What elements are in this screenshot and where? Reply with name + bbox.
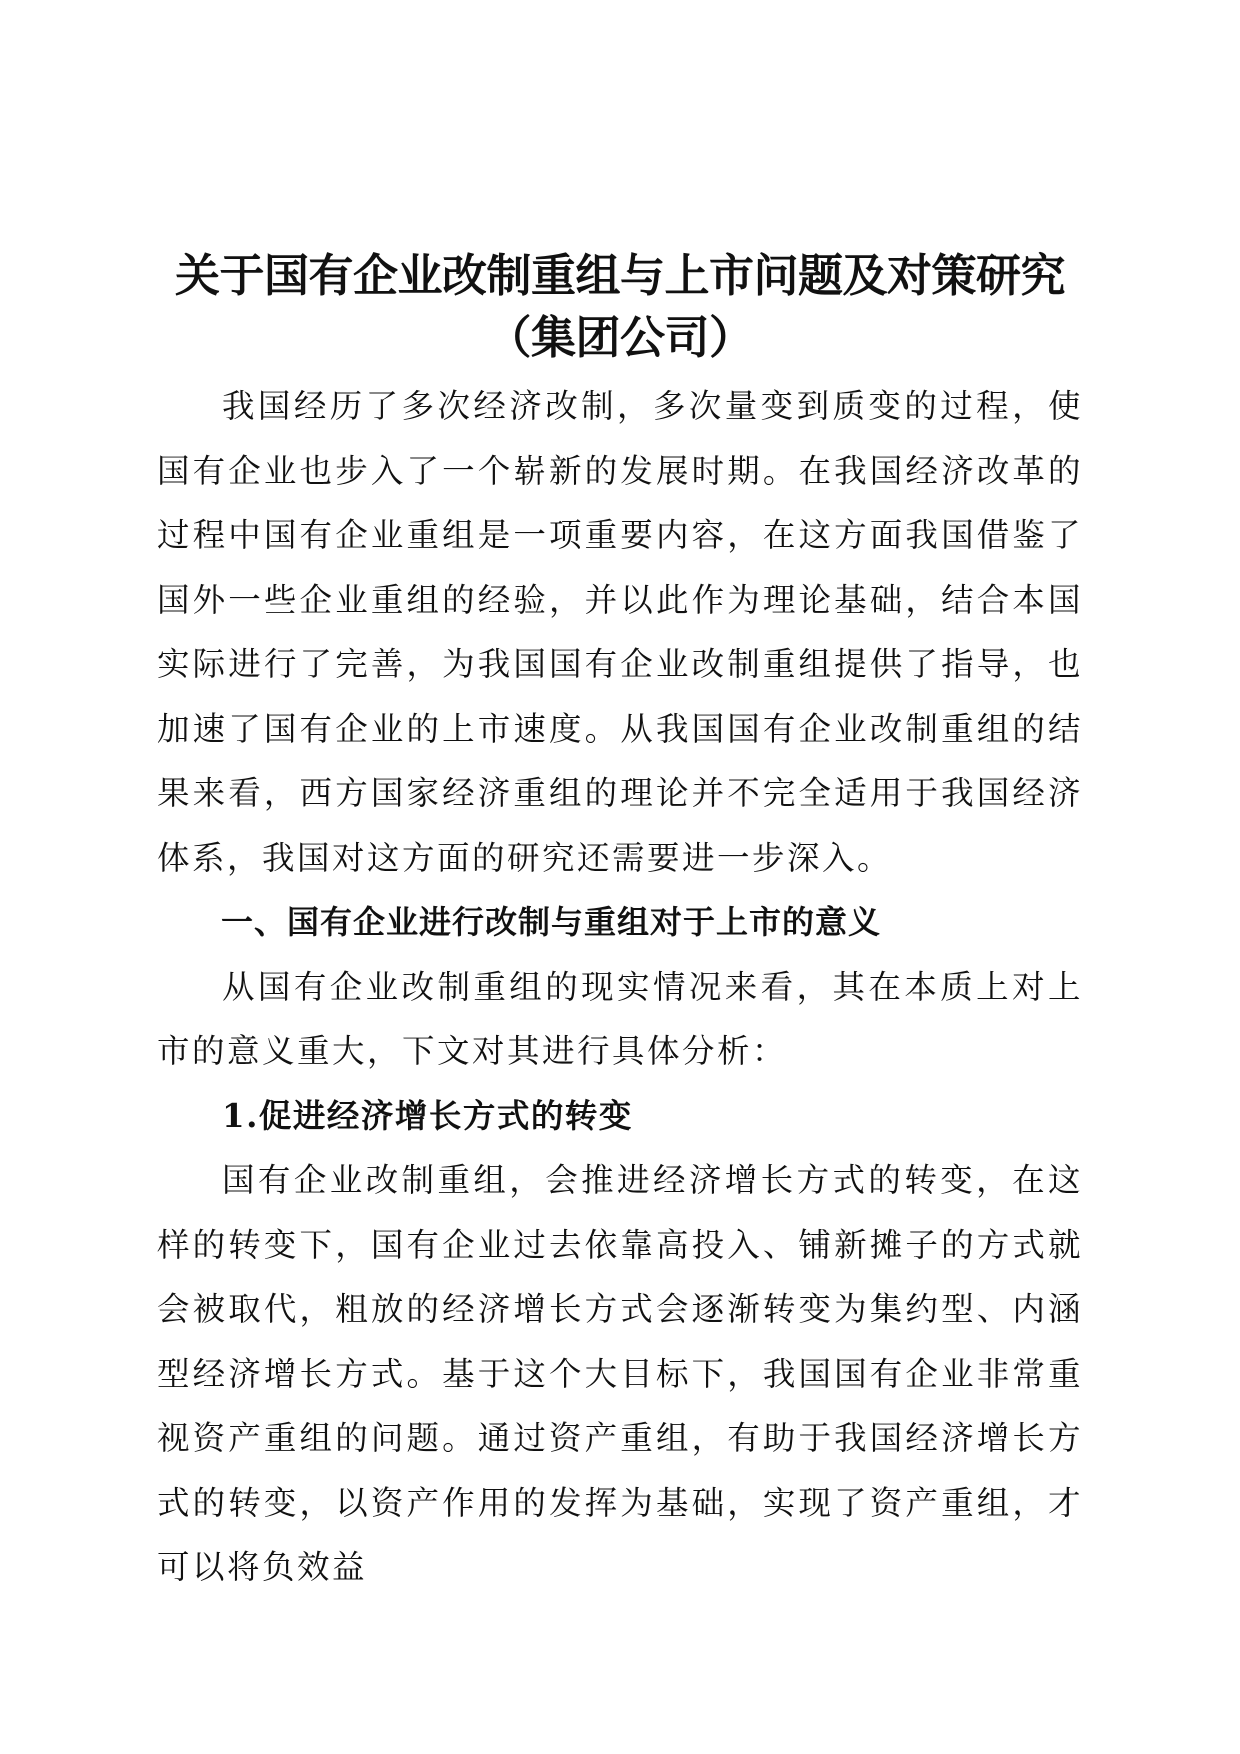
document-body [157, 245, 1083, 1600]
section-heading-1: 一、国有企业进行改制与重组对于上市的意义 [221, 903, 882, 941]
intro-paragraph: 我国经历了多次经济改制，多次量变到质变的过程，使国有企业也步入了一个崭新的发展时期。在我国经济改革的过程中国有企业重组是一项重要内容，在这方面我国借鉴了国外一些企业重组的经验，并以此作为理论基础，结合本国实际进行了完善，为我国国有企业改制重组提供了指导，也加速了国有企业的上市速度。从我国国有企业改制重组的结果来看，西方国家经济重组的理论并不完全适用于我国经济体系，我国对这方面的研究还需要进一步深入。 [157, 387, 1083, 877]
document-title: 关于国有企业改制重组与上市问题及对策研究 [174, 249, 1065, 302]
section-1-paragraph: 从国有企业改制重组的现实情况来看，其在本质上对上市的意义重大，下文对其进行具体分析： [157, 967, 1083, 1070]
subsection-heading-1: 1.促进经济增长方式的转变 [222, 1095, 633, 1135]
document-subtitle: （集团公司） [486, 311, 754, 364]
subsection-1-paragraph: 国有企业改制重组，会推进经济增长方式的转变，在这样的转变下，国有企业过去依靠高投入、铺新摊子的方式就会被取代，粗放的经济增长方式会逐渐转变为集约型、内涵型经济增长方式。基于这个大目标下，我国国有企业非常重视资产重组的问题。通过资产重组，有助于我国经济增长方式的转变，以资产作用的发挥为基础，实现了资产重组，才可以将负效益 [157, 1161, 1083, 1586]
